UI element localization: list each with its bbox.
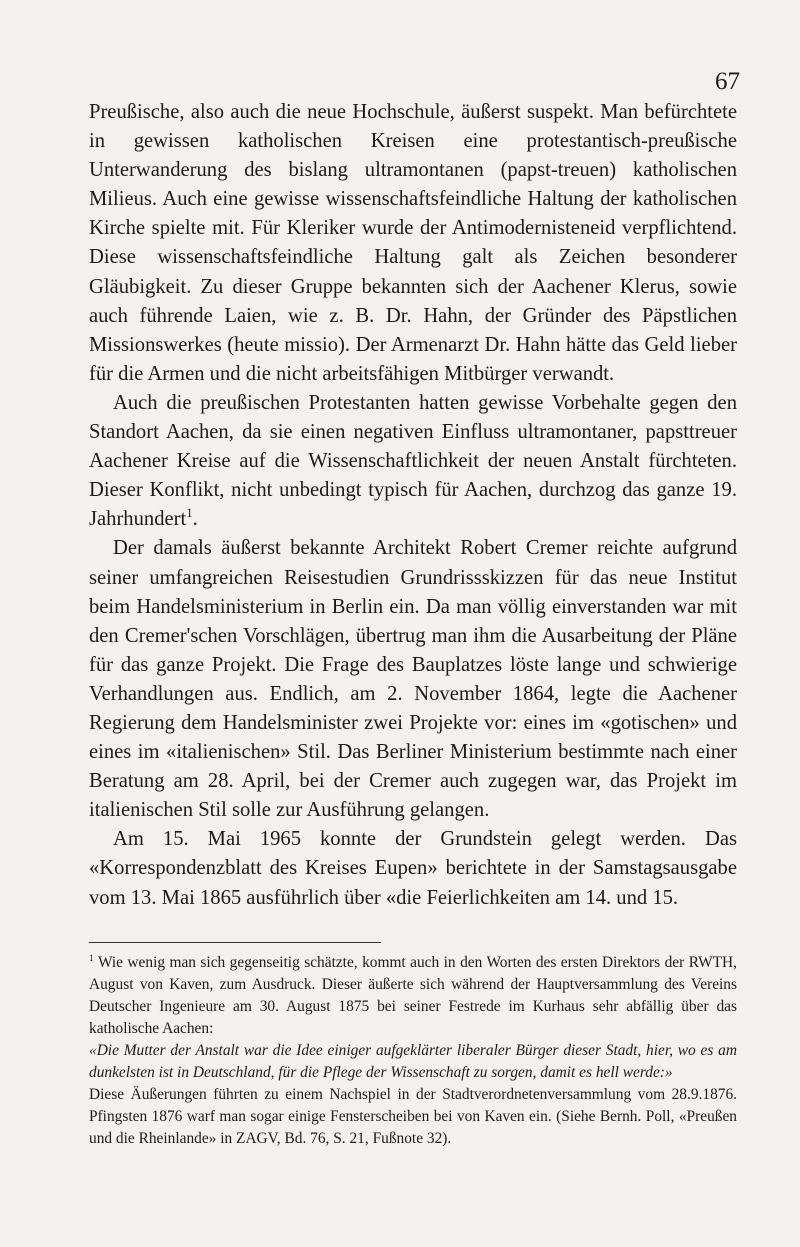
paragraph-4: Am 15. Mai 1965 konnte der Grundstein gelegt werden. Das «Korrespondenzblatt des Kreises Eupen» berichtete in der Samstagsausgabe vom 13. Mai 1865 ausführlich über «die Feierlichkeiten am 14. und 15. [89, 828, 737, 909]
footnote [89, 952, 737, 1150]
footnote-divider [89, 942, 381, 943]
footnote-text-1 [89, 952, 737, 1040]
footnote-marker: 1 [89, 952, 94, 964]
body-text [89, 98, 737, 913]
paragraph-3: Der damals äußerst bekannte Architekt Robert Cremer reichte aufgrund seiner umfangreichen Reisestudien Grundrissskizzen für das neue Institut beim Handelsministerium in Berlin ein. Da man völlig einverstanden war mit den Cremer'schen Vorschlägen, übertrug man ihm die Ausarbeitung der Pläne für das ganze Projekt. Die Frage des Bauplatzes löste lange und schwierige Verhandlungen aus. Endlich, am 2. November 1864, legte die Aachener Regierung dem Handelsminister zwei Projekte vor: eines im «gotischen» und eines im «italienischen» Stil. Das Berliner Ministerium bestimmte nach einer Beratung am 28. April, bei der Cremer auch zugegen war, das Projekt im italienischen Stil solle zur Ausführung gelangen. [89, 537, 737, 822]
page-number: 67 [715, 68, 740, 95]
paragraph-2-text: Auch die preußischen Protestanten hatten gewisse Vorbehalte gegen den Standort Aachen, da sie einen negativen Einfluss ultramontaner, papsttreuer Aachener Kreise auf die Wissenschaftlichkeit der neuen Anstalt fürchteten. Dieser Konflikt, nicht unbedingt typisch für Aachen, durchzog das ganze 19. Jahrhundert [89, 391, 737, 531]
paragraph-1: Preußische, also auch die neue Hochschule, äußerst suspekt. Man befürchtete in gewissen katholischen Kreisen eine protestantisch-preußische Unterwanderung des bislang ultramontanen (papst-treuen) katholischen Milieus. Auch eine gewisse wissenschaftsfeindliche Haltung der katholischen Kirche spielte mit. Für Kleriker wurde der Antimodernisteneid verpflichtend. Diese wissenschaftsfeindliche Haltung galt als Zeichen besonderer Gläubigkeit. Zu dieser Gruppe bekannten sich der Aachener Klerus, sowie auch führende Laien, wie z. B. Dr. Hahn, der Gründer des Päpstlichen Missionswerkes (heute missio). Der Armenarzt Dr. Hahn hätte das Geld lieber für die Armen und die nicht arbeitsfähigen Mitbürger verwandt. [89, 101, 737, 385]
footnote-reference[interactable]: 1 [186, 506, 193, 521]
footnote-text-1-content: Wie wenig man sich gegenseitig schätzte, kommt auch in den Worten des ersten Direktors der RWTH, August von Kaven, zum Ausdruck. Dieser äußerte sich während der Hauptversammlung des Vereins Deutscher Ingenieure am 30. August 1875 bei seiner Festrede im Kurhaus sehr abfällig über das katholische Aachen: [89, 954, 737, 1037]
paragraph-2-end: . [192, 508, 198, 531]
footnote-quote: «Die Mutter der Anstalt war die Idee einiger aufgeklärter liberaler Bürger dieser Stadt, hier, wo es am dunkelsten ist in Deutschland, für die Pflege der Wissenschaft zu sorgen, damit es hell werde:» [89, 1042, 737, 1081]
paragraph-2 [89, 389, 737, 534]
footnote-text-2: Diese Äußerungen führten zu einem Nachspiel in der Stadtverordnetenversammlung vom 28.9.1876. Pfingsten 1876 warf man sogar einige Fensterscheiben bei von Kaven ein. (Siehe Bernh. Poll, «Preußen und die Rheinlande» in ZAGV, Bd. 76, S. 21, Fußnote 32). [89, 1086, 737, 1147]
